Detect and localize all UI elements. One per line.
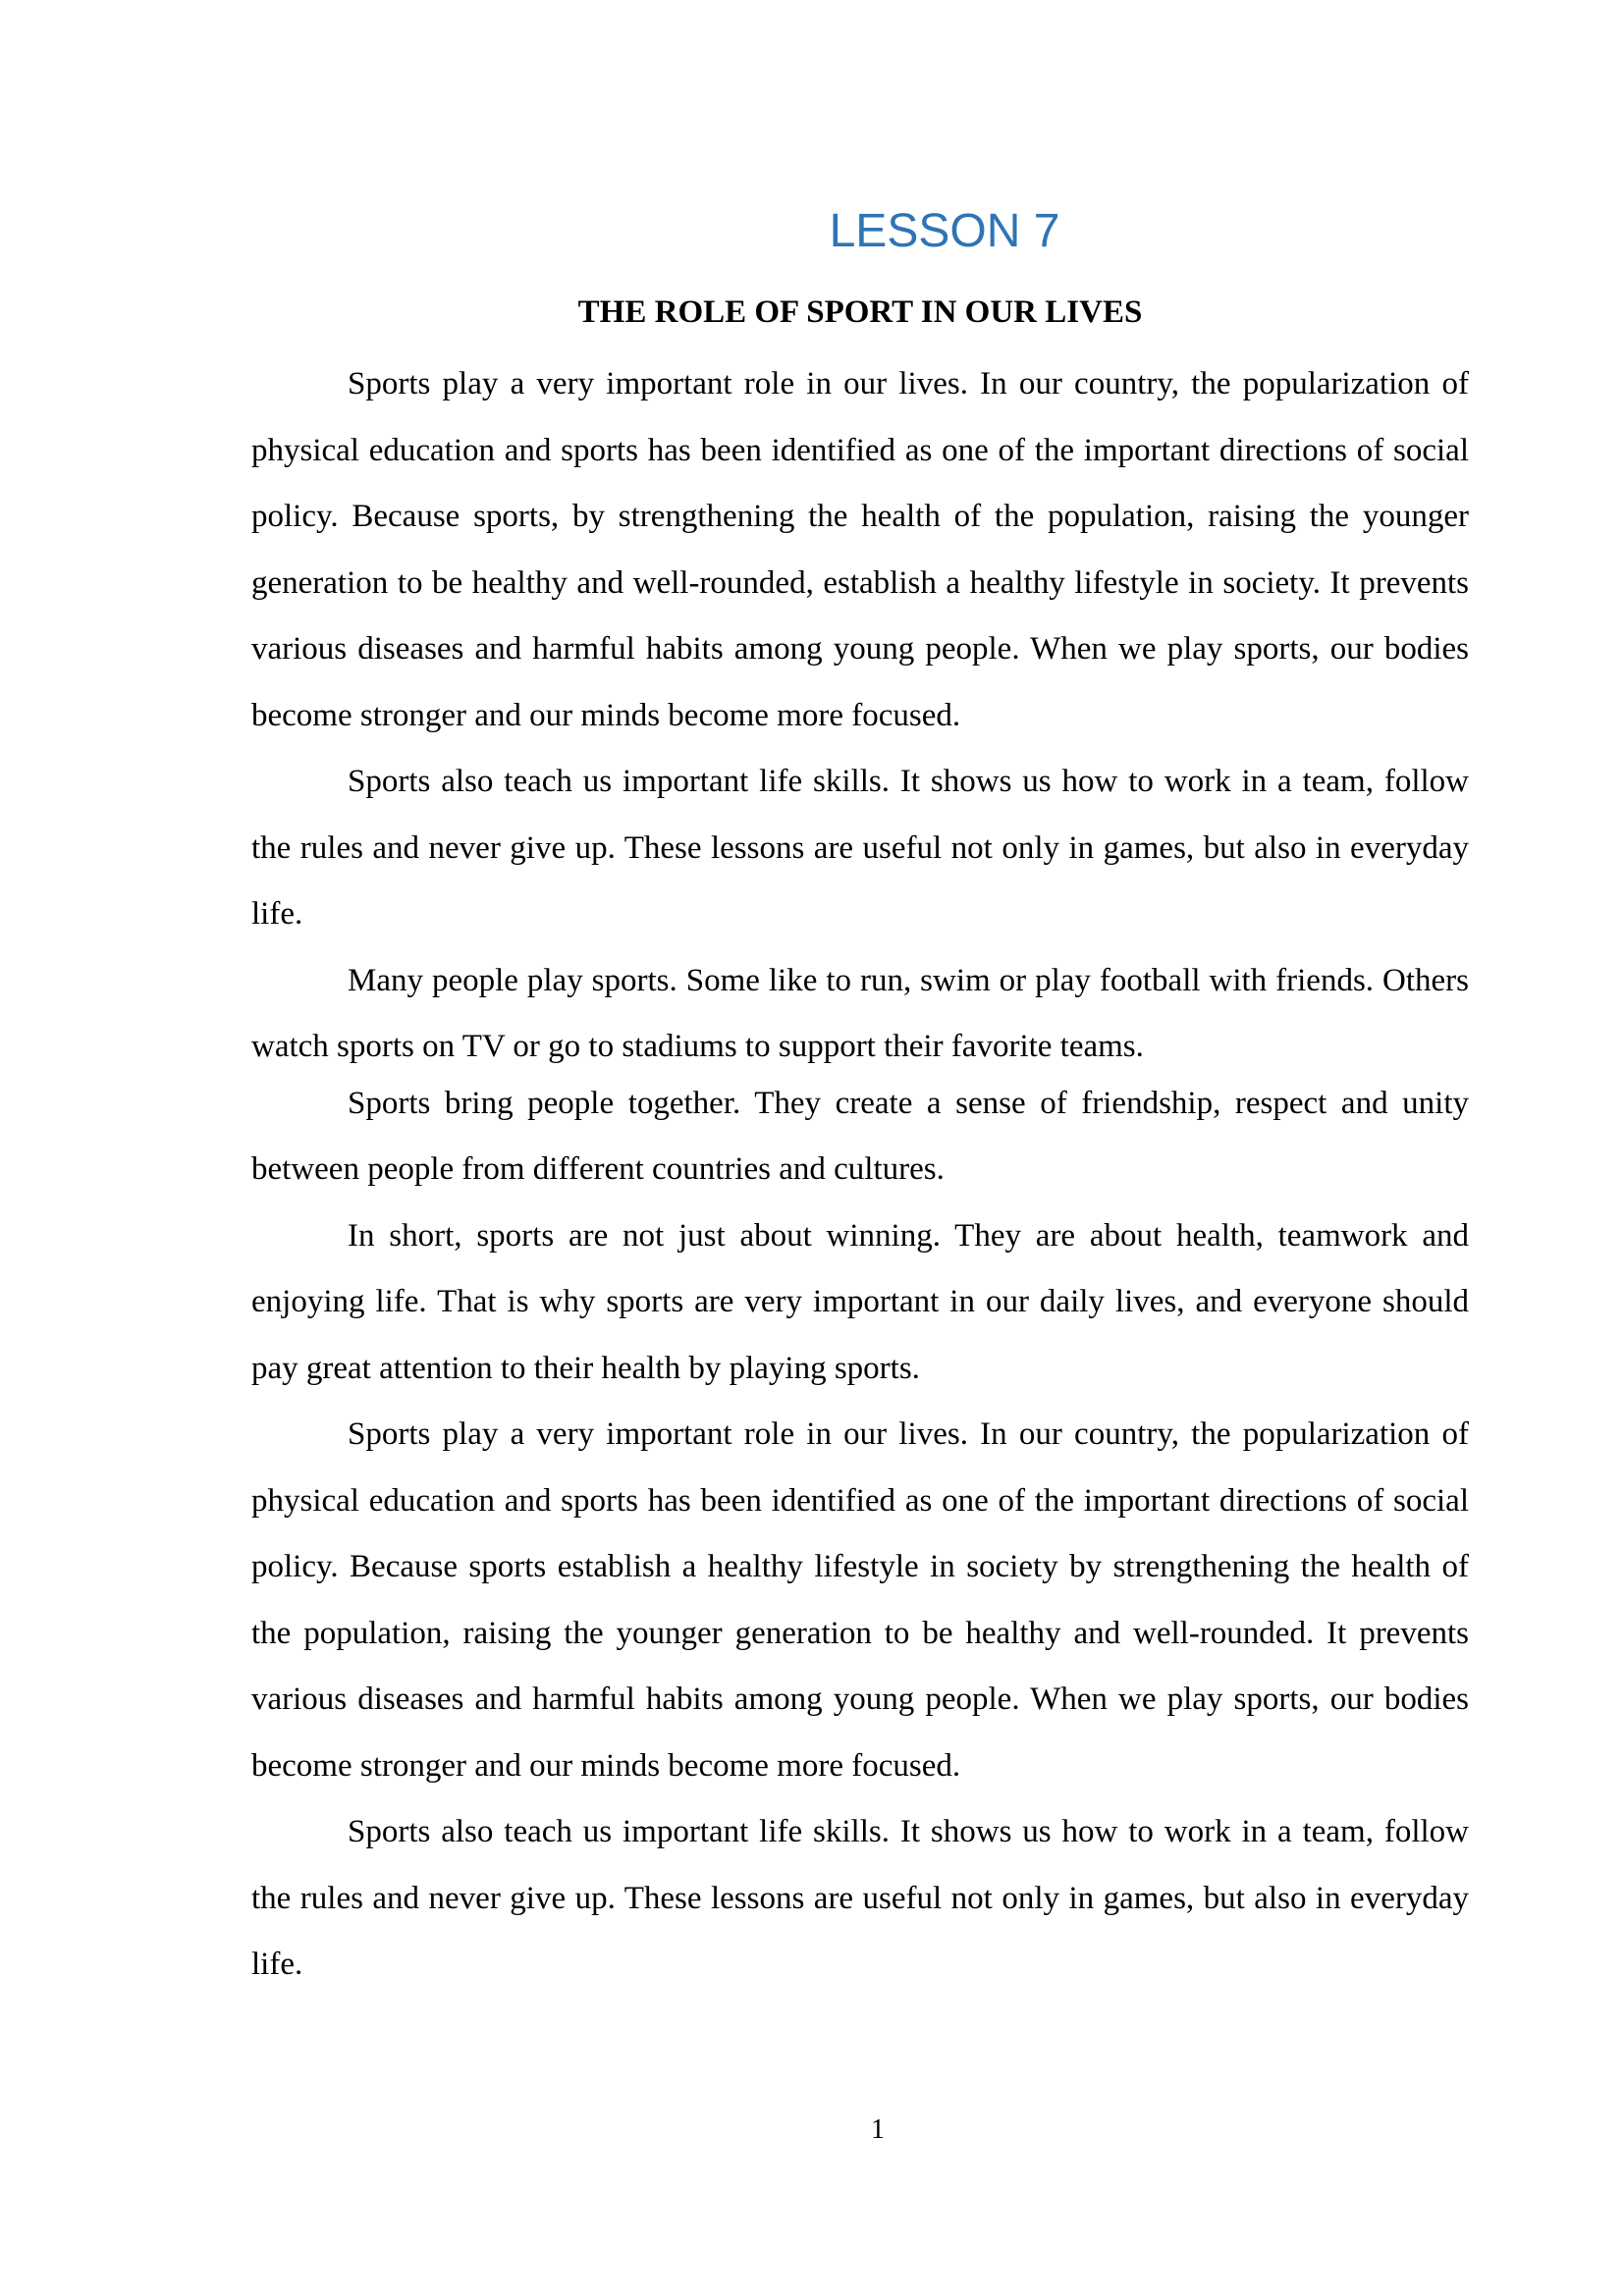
paragraph-7: Sports also teach us important life skills. It shows us how to work in a team, follow the rules and never give up. These lessons are useful not only in games, but also in everyday life. bbox=[251, 1814, 1469, 1982]
document-body bbox=[251, 351, 1469, 1999]
lesson-heading: LESSON 7 bbox=[829, 205, 1060, 257]
paragraph-1: Sports play a very important role in our lives. In our country, the popularization of physical education and sports has been identified as one of the important directions of social policy. Because sports, by strengthening the health of the population, raising the younger generation to be healthy and well-rounded, establish a healthy lifestyle in society. It prevents various diseases and harmful habits among young people. When we play sports, our bodies become stronger and our minds become more focused. bbox=[251, 366, 1469, 733]
paragraph-3: Many people play sports. Some like to run, swim or play football with friends. Others watch sports on TV or go to stadiums to support their favorite teams. bbox=[251, 962, 1469, 1064]
paragraph-6: Sports play a very important role in our lives. In our country, the popularization of physical education and sports has been identified as one of the important directions of social policy. Because sports establish a healthy lifestyle in society by strengthening the health of the population, raising the younger generation to be healthy and well-rounded. It prevents various diseases and harmful habits among young people. When we play sports, our bodies become stronger and our minds become more focused. bbox=[251, 1416, 1469, 1784]
paragraph-2: Sports also teach us important life skills. It shows us how to work in a team, follow the rules and never give up. These lessons are useful not only in games, but also in everyday life. bbox=[251, 764, 1469, 932]
paragraph-4: Sports bring people together. They create a sense of friendship, respect and unity between people from different countries and cultures. bbox=[251, 1085, 1469, 1187]
document-title: THE ROLE OF SPORT IN OUR LIVES bbox=[577, 294, 1143, 330]
page-number: 1 bbox=[871, 2114, 885, 2145]
paragraph-5: In short, sports are not just about winning. They are about health, teamwork and enjoying life. That is why sports are very important in our daily lives, and everyone should pay great attention to their health by playing sports. bbox=[251, 1217, 1469, 1386]
